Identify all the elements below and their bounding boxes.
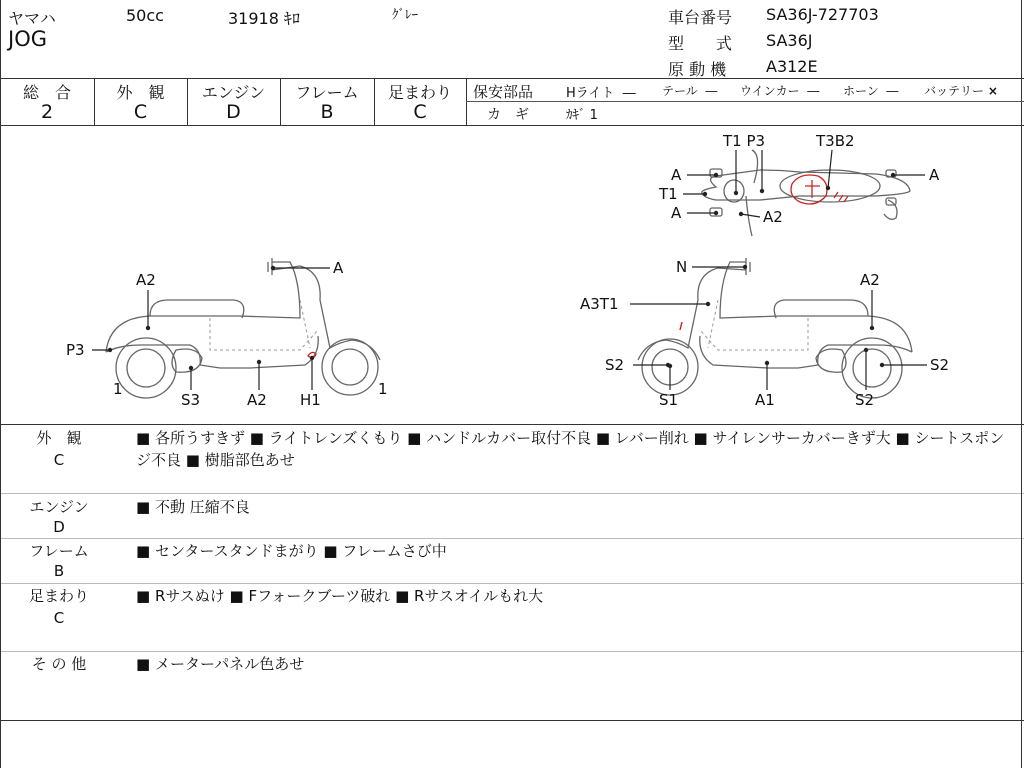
notes-category: エンジン [29,498,89,516]
grade-label-suspension: 足まわり [387,83,452,102]
top-label-a-front-upper: A [671,166,682,184]
notes-grade: B [53,562,65,580]
grade-value-suspension: C [413,101,427,123]
right-label-a1: A1 [755,391,775,409]
top-label-a2: A2 [763,208,783,226]
safety-item-tail: テール ― [662,84,718,98]
left-label-1-rear: 1 [378,380,388,398]
grade-label-overall: 総 合 [22,83,71,102]
frame-number: SA36J-727703 [766,5,879,24]
safety-item-battery: バッテリー × [924,84,998,98]
notes-category: 外 観 [36,429,82,447]
divider [0,538,1024,539]
left-label-s3: S3 [181,391,201,409]
divider [0,493,1024,494]
displacement: 50cc [126,6,164,25]
right-label-s2-front: S2 [605,356,625,374]
left-label-p3: P3 [66,341,85,359]
right-label-n: N [676,258,688,276]
right-label-s1: S1 [659,391,679,409]
notes-text: ■ 各所うすきず ■ ライトレンズくもり ■ ハンドルカバー取付不良 ■ レバー削れ ■ サイレンサーカバーきず大 ■ シートスポンジ不良 ■ 樹脂部色あせ [136,429,1005,469]
grade-value-frame: B [320,101,334,123]
notes-text: ■ メーターパネル色あせ [136,655,305,673]
right-label-a2: A2 [860,271,880,289]
maker: ヤマハ [8,9,56,28]
grade-label-exterior: 外 観 [116,83,165,102]
divider [0,651,1024,652]
body-color: ｸﾞﾚｰ [392,8,418,23]
notes-category: 足まわり [28,587,89,605]
right-label-s2-rear: S2 [930,356,950,374]
notes-grade: C [53,609,65,627]
grade-value-engine: D [226,101,241,123]
grade-label-frame: フレーム [295,83,359,102]
top-label-t1p3: T1 P3 [723,132,766,150]
top-label-t3b2: T3B2 [816,132,855,150]
mileage: 31918 ｷﾛ [228,9,300,28]
left-label-a2-bottom: A2 [247,391,267,409]
right-label-a3t1: A3T1 [580,295,619,313]
engine-model-value: A312E [766,57,818,76]
divider [0,424,1024,425]
notes-text: ■ 不動 圧縮不良 [136,498,250,516]
left-label-a2-top: A2 [136,271,156,289]
safety-label: 保安部品 [473,83,534,101]
notes-category: フレーム [29,542,89,560]
divider [0,78,1024,79]
type-value: SA36J [766,31,813,50]
top-label-a-rear: A [929,166,940,184]
engine-model-label: 原 動 機 [668,60,727,79]
notes-grade: D [53,518,65,536]
left-label-h1: H1 [300,391,321,409]
divider [0,720,1024,721]
scooter-diagram [0,126,1024,423]
right-label-s2-bottom: S2 [855,391,875,409]
notes-category: そ の 他 [31,655,87,673]
top-label-a-front-lower: A [671,204,682,222]
notes-grade: C [53,451,65,469]
safety-divider [466,101,1024,102]
safety-item-horn: ホーン ― [843,84,899,98]
grade-value-overall: 2 [40,101,54,123]
safety-item-winker: ウインカー ― [740,84,820,98]
safety-item-headlight: Hライト ― [566,86,636,101]
key-label: カ ギ [487,107,529,123]
top-label-t1-side: T1 [659,185,678,203]
left-label-1-front: 1 [113,380,123,398]
type-label: 型 式 [668,34,733,53]
grade-value-exterior: C [133,101,148,123]
notes-text: ■ センタースタンドまがり ■ フレームさび中 [136,542,447,560]
grade-label-engine: エンジン [201,83,266,102]
top-view-scooter [702,150,910,236]
divider [0,583,1024,584]
frame-number-label: 車台番号 [668,8,733,27]
notes-text: ■ Rサスぬけ ■ Fフォークブーツ破れ ■ Rサスオイルもれ大 [136,587,544,605]
key-value: ｶｷﾞ 1 [566,108,598,123]
model-name: JOG [8,27,47,51]
left-label-a: A [333,259,344,277]
